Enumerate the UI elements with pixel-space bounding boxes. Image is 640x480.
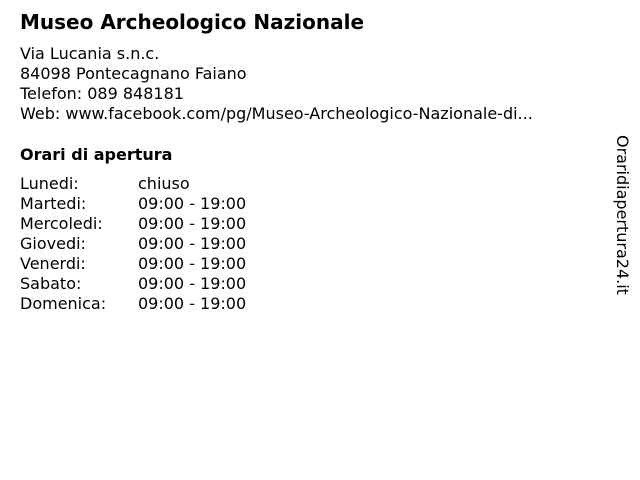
day-hours: 09:00 - 19:00 bbox=[138, 194, 247, 213]
hours-row-friday bbox=[20, 254, 246, 274]
day-hours: 09:00 - 19:00 bbox=[138, 214, 247, 233]
day-hours: chiuso bbox=[138, 174, 190, 193]
day-hours: 09:00 - 19:00 bbox=[138, 254, 247, 273]
day-label: Mercoledi: bbox=[20, 214, 103, 233]
website-link[interactable]: Web: www.facebook.com/pg/Museo-Archeologico-Nazionale-di... bbox=[20, 104, 533, 123]
address-street: Via Lucania s.n.c. bbox=[20, 44, 160, 63]
opening-hours-list bbox=[20, 174, 246, 314]
day-hours: 09:00 - 19:00 bbox=[138, 234, 247, 253]
hours-row-tuesday bbox=[20, 194, 246, 214]
address-city: 84098 Pontecagnano Faiano bbox=[20, 64, 247, 83]
opening-hours-heading: Orari di apertura bbox=[20, 145, 173, 164]
hours-row-sunday bbox=[20, 294, 246, 314]
address-block bbox=[20, 44, 533, 124]
day-label: Venerdi: bbox=[20, 254, 86, 273]
day-label: Lunedi: bbox=[20, 174, 79, 193]
day-label: Martedi: bbox=[20, 194, 87, 213]
page-title: Museo Archeologico Nazionale bbox=[20, 10, 365, 34]
day-label: Sabato: bbox=[20, 274, 82, 293]
day-hours: 09:00 - 19:00 bbox=[138, 294, 247, 313]
day-hours: 09:00 - 19:00 bbox=[138, 274, 247, 293]
site-brand-vertical: Oraridiapertura24.it bbox=[613, 135, 632, 295]
day-label: Domenica: bbox=[20, 294, 107, 313]
phone-number: Telefon: 089 848181 bbox=[20, 84, 184, 103]
hours-row-monday bbox=[20, 174, 246, 194]
hours-row-wednesday bbox=[20, 214, 246, 234]
day-label: Giovedi: bbox=[20, 234, 86, 253]
hours-row-thursday bbox=[20, 234, 246, 254]
hours-row-saturday bbox=[20, 274, 246, 294]
